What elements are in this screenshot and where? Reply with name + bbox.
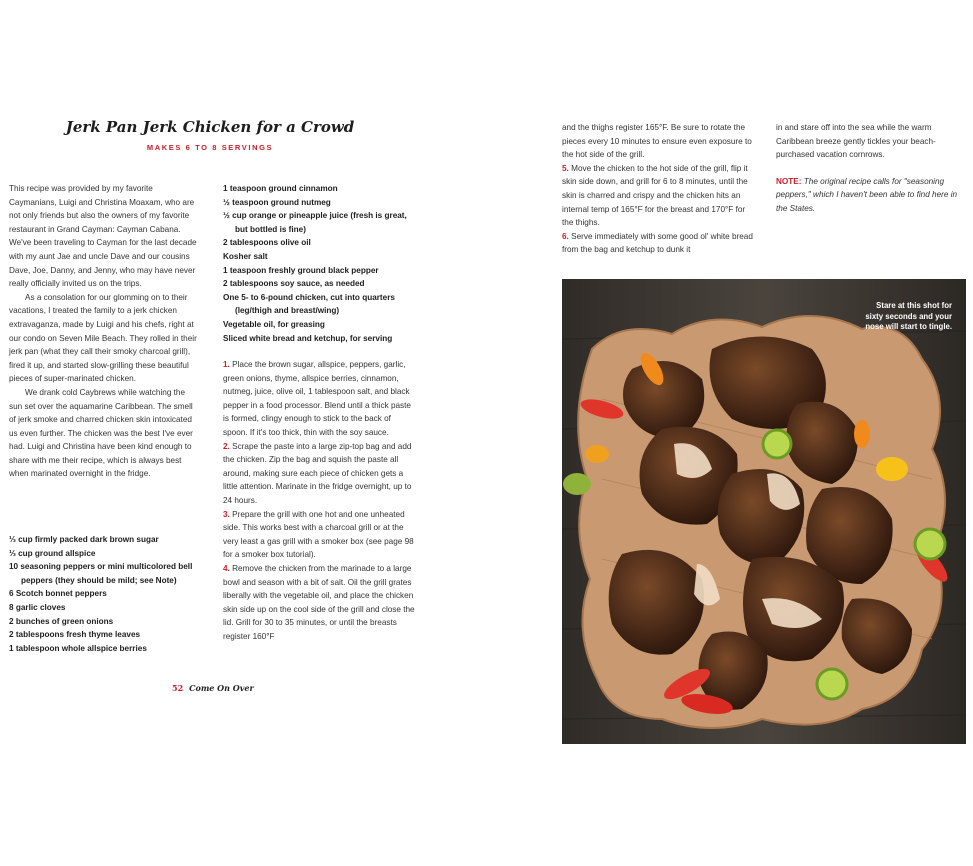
method-steps (223, 358, 415, 643)
ingredient-item: 2 bunches of green onions (9, 616, 114, 626)
intro-paragraph: We drank cold Caybrews while watching the sun set over the aquamarine Caribbean. The smell of jerk smoke and charred chicken skin intoxicated us even further. The chicken was the best I've ever had. Luigi and Christina have been kind enough to share with me their recipe, which is always best when marinated overnight in the fridge. (9, 387, 193, 479)
step-text: Prepare the grill with one hot and one unheated side. This works best with a charcoal grill or at the very least a gas grill with a smoker box (see page 98 for a smoker box tutorial). (223, 509, 414, 560)
ingredient-item: Sliced white bread and ketchup, for serving (223, 333, 393, 343)
step-number: 3. (223, 509, 230, 519)
ingredient-item: 1 tablespoon whole allspice berries (9, 643, 147, 653)
step-text: Serve immediately with some good ol' white bread from the bag and ketchup to dunk it (562, 231, 753, 255)
step-1 (223, 358, 415, 440)
intro-text (9, 182, 197, 481)
ingredient-item: (leg/thigh and breast/wing) (235, 306, 340, 316)
step-number: 5. (562, 163, 569, 173)
recipe-yield: MAKES 6 TO 8 SERVINGS (146, 143, 274, 152)
ingredient-item: One 5- to 6-pound chicken, cut into quarters (223, 292, 395, 302)
book-title: Come On Over (189, 683, 254, 693)
ingredient-item: 1 teaspoon ground cinnamon (223, 184, 338, 193)
ingredient-item: but bottled is fine) (235, 224, 306, 234)
page-number: 52 (172, 683, 184, 693)
ingredient-item: ⅓ cup firmly packed dark brown sugar (9, 535, 159, 544)
left-page (0, 0, 486, 866)
step-6 (562, 230, 758, 257)
jerk-chicken-photo (562, 279, 966, 744)
method-steps-continued (562, 121, 758, 257)
step-number: 6. (562, 231, 569, 241)
ingredient-list (9, 533, 209, 655)
step-text: Scrape the paste into a large zip-top bag and add the chicken. Zip the bag and squish the paste all around, making sure each piece of chicken gets a little attention. Marinate in the fridge overnight, up to 24 hours. (223, 441, 412, 505)
step-4 (223, 562, 415, 644)
step-text: Place the brown sugar, allspice, peppers, garlic, green onions, thyme, allspice berries, cinnamon, nutmeg, juice, olive oil, 1 tablespoon salt, and black pepper in a food processor. Blend until a thick paste is formed, clingy enough to stick to the back of spoon. If it's too thick, thin with the soy sauce. (223, 360, 411, 437)
ingredient-item: Vegetable oil, for greasing (223, 319, 325, 329)
ingredient-item: ½ teaspoon ground nutmeg (223, 197, 331, 207)
recipe-note (776, 175, 964, 216)
step-text: Move the chicken to the hot side of the grill, flip it skin side down, and grill for 6 to 8 minutes, until the skin is charred and crispy and the chicken hits an internal temp of 165°F for the breast and 170°F for the thighs. (562, 163, 748, 228)
step-5 (562, 162, 758, 230)
ingredient-item: 8 garlic cloves (9, 602, 66, 612)
ingredient-item: 10 seasoning peppers or mini multicolored bell (9, 562, 193, 572)
ingredient-item: ⅓ cup ground allspice (9, 548, 96, 558)
ingredient-item: 2 tablespoons fresh thyme leaves (9, 630, 141, 640)
ingredient-list (223, 182, 419, 345)
ingredient-item: ½ cup orange or pineapple juice (fresh is great, (223, 211, 407, 221)
intro-paragraph: This recipe was provided by my favorite Caymanians, Luigi and Christina Moaxam, who are not only friends but also the owners of my favorite restaurant in Grand Cayman: Cayman Cabana. We've been traveling to Cayman for the last decade with my aunt Jae and uncle Dave and our cousins Dave, Joe, Danny, and Jenny, who may have never really officially invited us on the trips. (9, 184, 197, 289)
recipe-title: Jerk Pan Jerk Chicken for a Crowd (65, 118, 355, 136)
photo-caption: Stare at this shot for sixty seconds and your nose will start to tingle. (865, 301, 952, 331)
step-number: 4. (223, 563, 230, 573)
step-number: 2. (223, 441, 230, 451)
intro-paragraph: As a consolation for our glomming on to their vacations, I treated the family to a jerk chicken extravaganza, made by Luigi and his chefs, right at our condo on Seven Mile Beach. They rolled in their jerk pan (what they call their smoky charcoal grill), fired it up, and started slow-grilling these beautiful pieces of super-marinated chicken. (9, 292, 197, 384)
ingredient-item: 1 teaspoon freshly ground black pepper (223, 265, 379, 275)
step-6-continued: in and stare off into the sea while the warm Caribbean breeze gently tickles your beach-purchased vacation cornrows. (776, 123, 936, 160)
step-number: 1. (223, 360, 230, 369)
method-steps-continued (776, 121, 964, 216)
note-label: NOTE: (776, 176, 802, 186)
note-text: The original recipe calls for "seasoning peppers," which I haven't been able to find here in the States. (776, 176, 958, 213)
step-text: Remove the chicken from the marinade to a large bowl and season with a bit of salt. Oil the grill grates liberally with the vegetable oil, and place the chicken skin side up on the cool side of the grill and close the lid. Grill for 30 to 35 minutes, or until the breasts register 160°F (223, 563, 415, 641)
page-footer (172, 683, 254, 693)
ingredient-item: peppers (they should be mild; see Note) (21, 575, 177, 585)
photo-illustration (562, 279, 966, 744)
ingredient-item: 6 Scotch bonnet peppers (9, 589, 107, 599)
step-2 (223, 440, 415, 508)
ingredient-item: 2 tablespoons olive oil (223, 238, 311, 248)
step-4-continued: and the thighs register 165°F. Be sure to rotate the pieces every 10 minutes to ensure even exposure to the hot side of the grill. (562, 123, 752, 160)
ingredient-item: 2 tablespoons soy sauce, as needed (223, 279, 365, 289)
step-3 (223, 508, 415, 562)
ingredient-item: Kosher salt (223, 251, 268, 261)
